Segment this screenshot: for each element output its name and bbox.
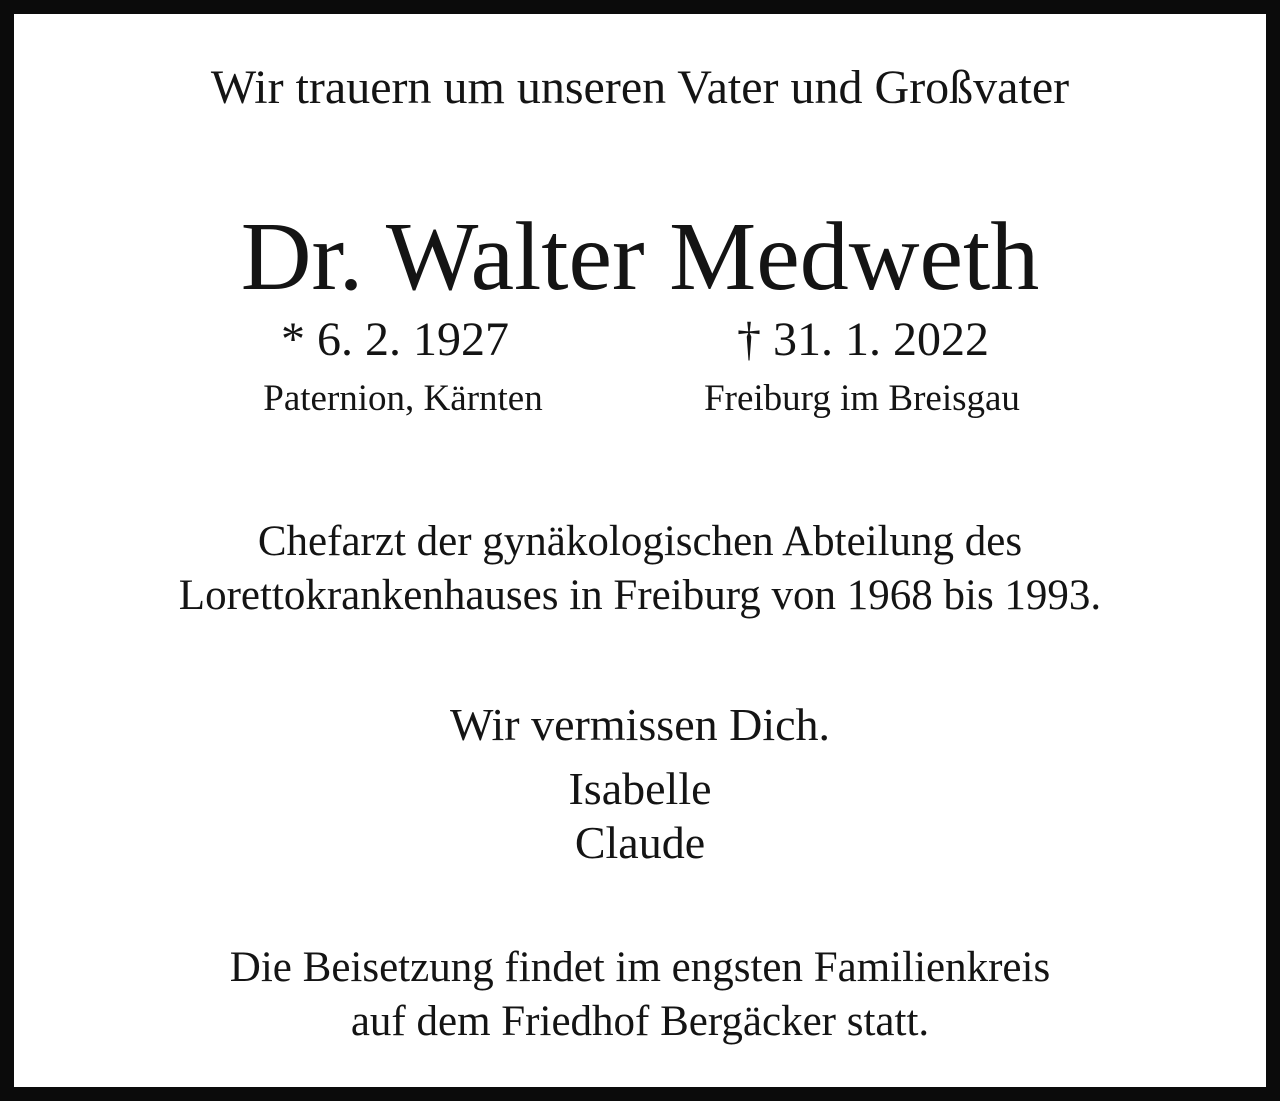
career-line-2: Lorettokrankenhauses in Freiburg von 1968 bis 1993. xyxy=(178,572,1102,619)
career-line-1: Chefarzt der gynäkologischen Abteilung des xyxy=(257,518,1023,565)
closing-sentence: Wir vermissen Dich. xyxy=(449,699,831,750)
death-date: † 31. 1. 2022 xyxy=(737,313,989,366)
birth-place: Paternion, Kärnten xyxy=(263,378,543,419)
deceased-name: Dr. Walter Medweth xyxy=(240,203,1040,311)
signer-name-2: Claude xyxy=(574,817,706,868)
birth-date: * 6. 2. 1927 xyxy=(281,313,509,366)
burial-info-line-1: Die Beisetzung findet im engsten Familienkreis xyxy=(229,944,1051,991)
mourning-heading: Wir trauern um unseren Vater und Großvater xyxy=(210,61,1070,114)
signer-name-1: Isabelle xyxy=(568,763,712,814)
burial-info-line-2: auf dem Friedhof Bergäcker statt. xyxy=(350,998,930,1045)
death-place: Freiburg im Breisgau xyxy=(704,378,1020,419)
